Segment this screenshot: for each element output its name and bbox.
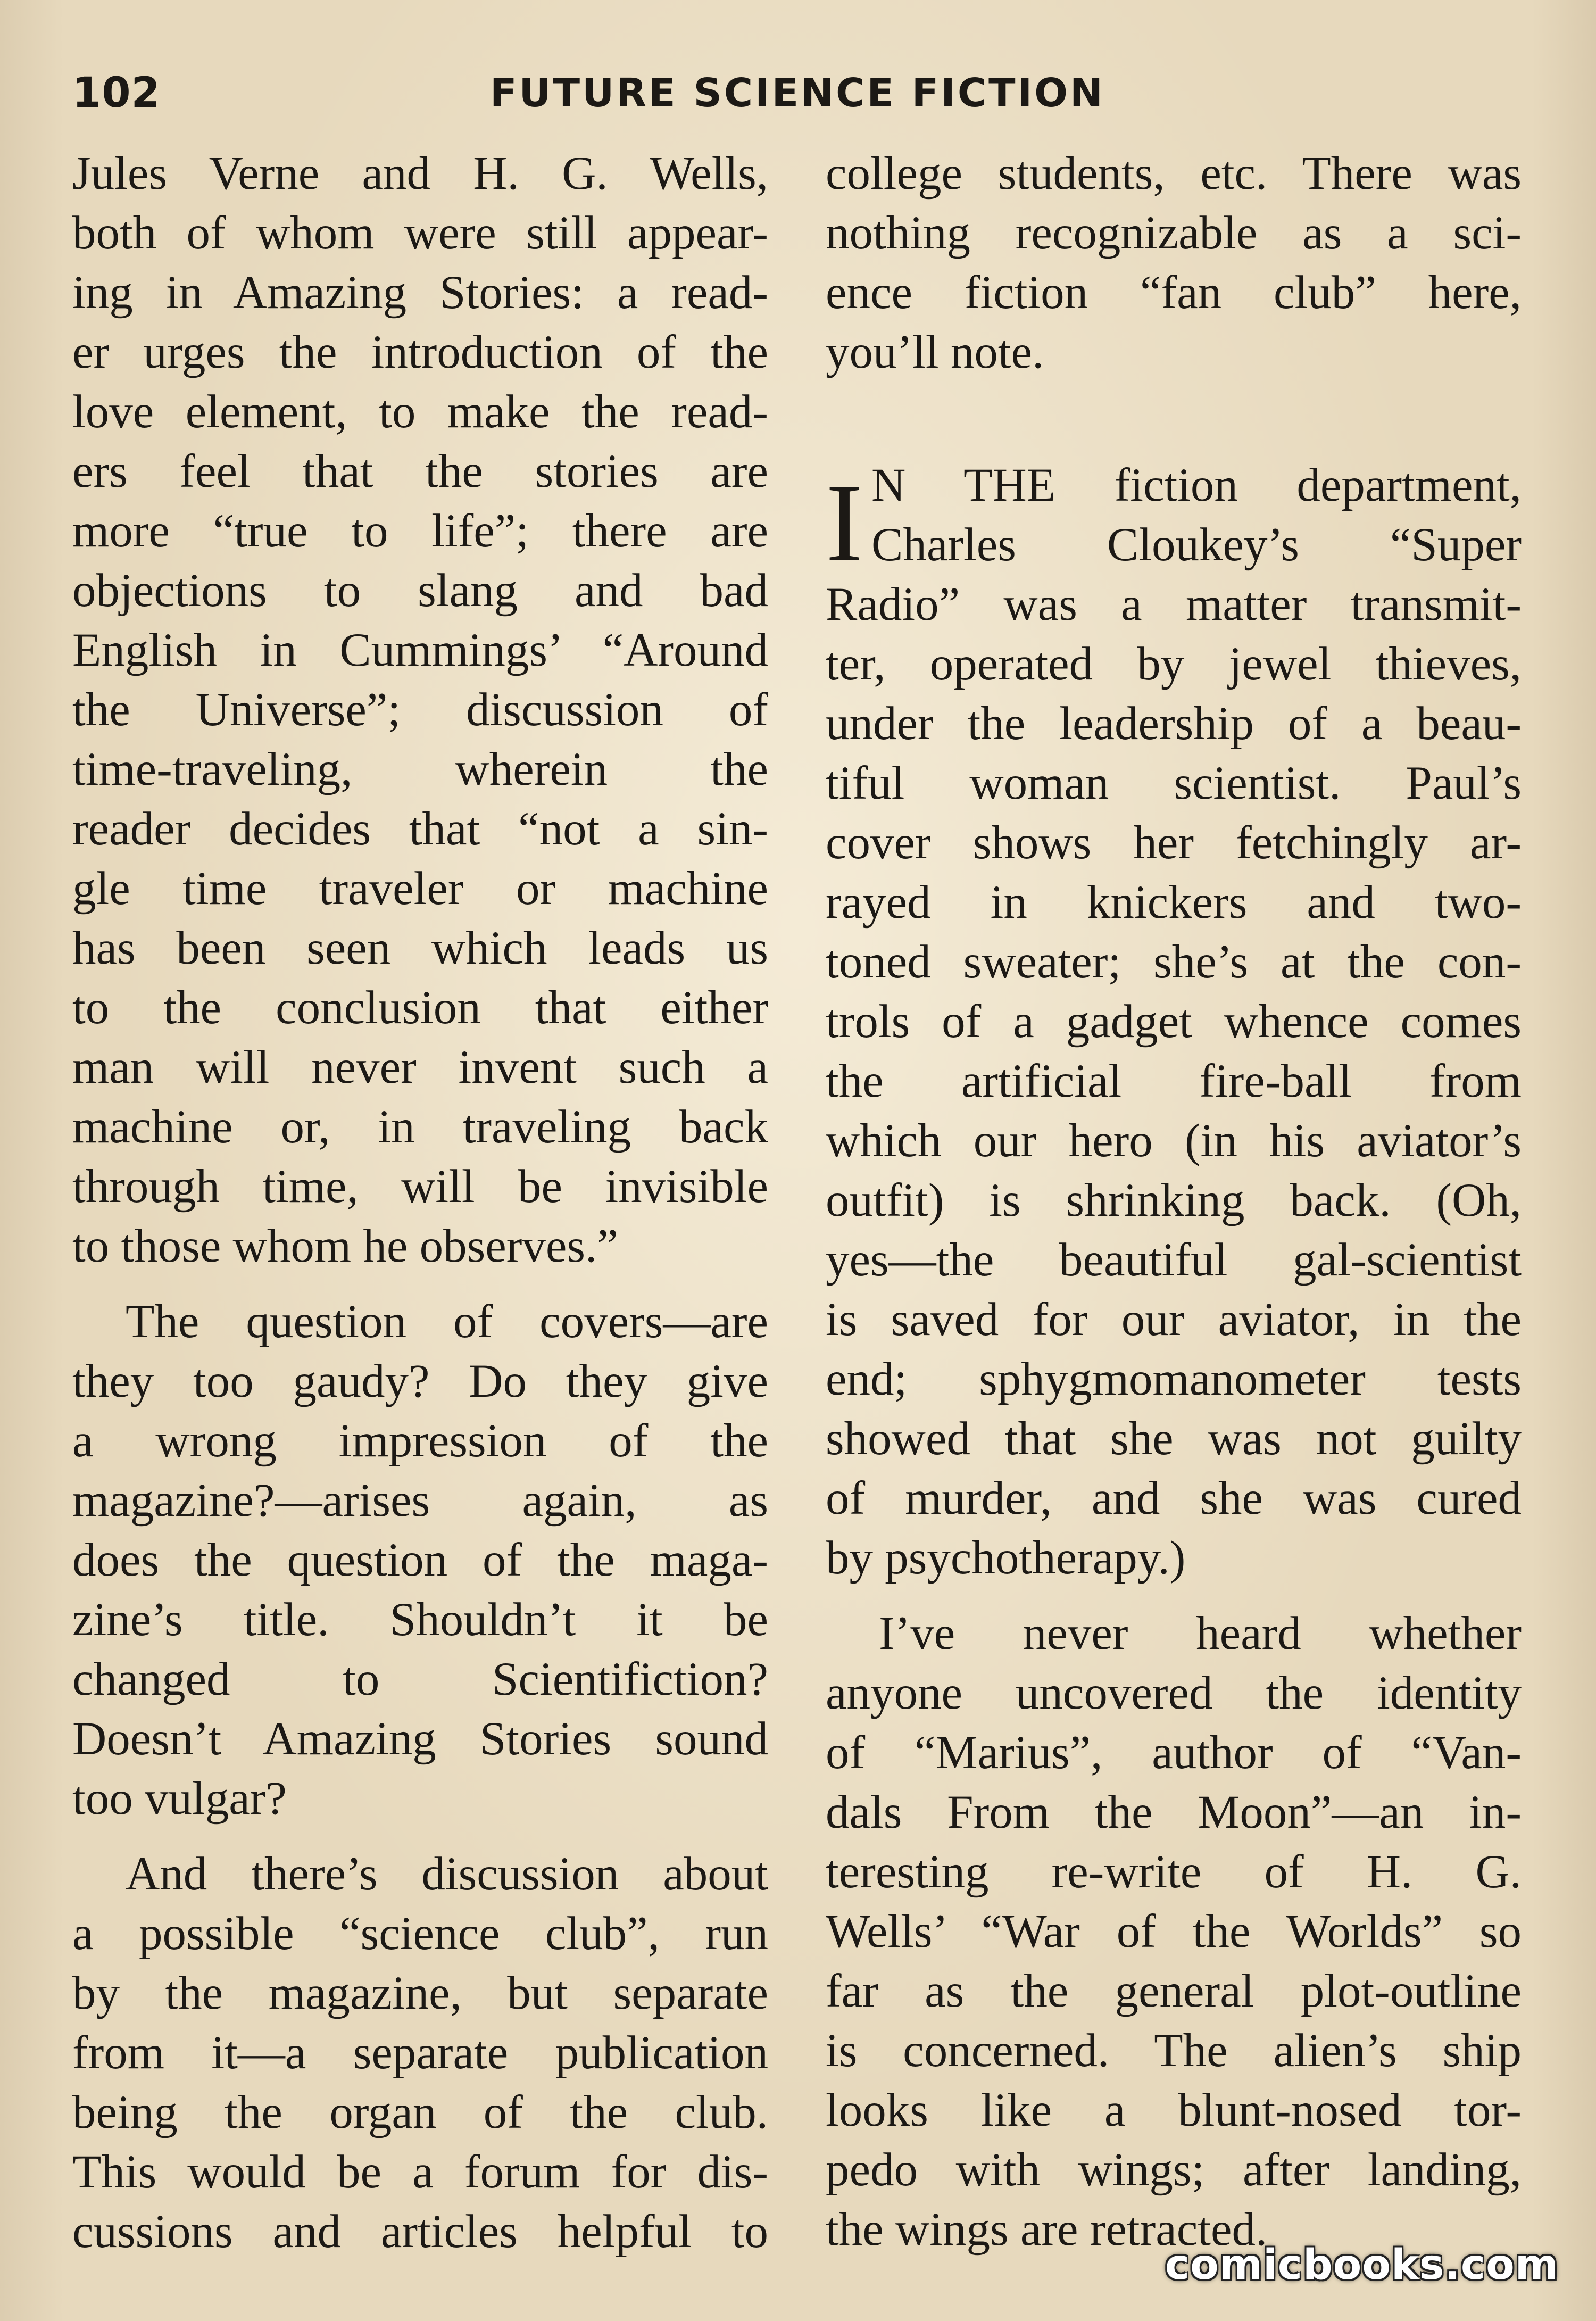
- paragraph-gap: [72, 1276, 768, 1292]
- page-header: [72, 64, 1525, 128]
- text-line: does the question of the maga-: [72, 1534, 768, 1586]
- page-number: 102: [72, 69, 161, 117]
- text-line: ing in Amazing Stories: a read-: [72, 267, 768, 319]
- text-line: changed to Scientifiction?: [72, 1653, 768, 1705]
- text-line: love element, to make the read-: [72, 386, 768, 438]
- text-line: zine’s title. Shouldn’t it be: [72, 1594, 768, 1646]
- text-line: And there’s discussion about: [126, 1848, 768, 1900]
- text-line: far as the general plot-outline: [826, 1965, 1522, 2017]
- text-line: ence fiction “fan club” here,: [826, 267, 1522, 319]
- text-line: cussions and articles helpful to: [72, 2206, 768, 2258]
- text-line: er urges the introduction of the: [72, 326, 768, 378]
- text-line: man will never invent such a: [72, 1041, 768, 1093]
- text-line: nothing recognizable as a sci-: [826, 207, 1522, 259]
- text-line: the artificial fire-ball from: [826, 1055, 1522, 1107]
- text-line: to the conclusion that either: [72, 982, 768, 1034]
- text-line: teresting re-write of H. G.: [826, 1846, 1522, 1898]
- text-line: magazine?—arises again, as: [72, 1474, 768, 1527]
- text-line: machine or, in traveling back: [72, 1101, 768, 1153]
- left-column: [72, 144, 768, 2261]
- text-line: college students, etc. There was: [826, 147, 1522, 200]
- text-line: Charles Cloukey’s “Super: [871, 519, 1522, 571]
- text-line: pedo with wings; after landing,: [826, 2144, 1522, 2196]
- text-line: gle time traveler or machine: [72, 863, 768, 915]
- text-line: I’ve never heard whether: [879, 1607, 1522, 1660]
- text-line: trols of a gadget whence comes: [826, 996, 1522, 1048]
- text-line: more “true to life”; there are: [72, 505, 768, 557]
- text-line: dals From the Moon”—an in-: [826, 1786, 1522, 1838]
- text-line: by the magazine, but separate: [72, 1967, 768, 2019]
- text-line: the wings are retracted.: [826, 2203, 1268, 2256]
- text-line: they too gaudy? Do they give: [72, 1355, 768, 1407]
- text-line: toned sweater; she’s at the con-: [826, 936, 1522, 988]
- text-line: from it—a separate publication: [72, 2027, 768, 2079]
- text-line: rayed in knickers and two-: [826, 876, 1522, 929]
- paragraph-gap: [72, 1828, 768, 1844]
- section-gap: [826, 382, 1522, 455]
- text-line: you’ll note.: [826, 326, 1044, 378]
- text-line: through time, will be invisible: [72, 1160, 768, 1213]
- watermark: comicbooks.com: [1165, 2241, 1559, 2289]
- text-line: looks like a blunt-nosed tor-: [826, 2084, 1522, 2136]
- text-line: anyone uncovered the identity: [826, 1667, 1522, 1719]
- text-line: a wrong impression of the: [72, 1415, 768, 1467]
- text-line: showed that she was not guilty: [826, 1413, 1522, 1465]
- text-line: Wells’ “War of the Worlds” so: [826, 1905, 1522, 1958]
- text-line: a possible “science club”, run: [72, 1908, 768, 1960]
- text-line: to those whom he observes.”: [72, 1220, 618, 1272]
- drop-cap: I: [826, 461, 863, 585]
- text-line: cover shows her fetchingly ar-: [826, 817, 1522, 869]
- running-head: FUTURE SCIENCE FICTION: [490, 70, 1105, 116]
- text-line: yes—the beautiful gal-scientist: [826, 1234, 1522, 1286]
- text-line: too vulgar?: [72, 1772, 287, 1825]
- text-line: Radio” was a matter transmit-: [826, 578, 1522, 631]
- text-line: time-traveling, wherein the: [72, 743, 768, 795]
- text-line: This would be a forum for dis-: [72, 2146, 768, 2198]
- text-line: ter, operated by jewel thieves,: [826, 638, 1522, 690]
- text-line: Doesn’t Amazing Stories sound: [72, 1713, 768, 1765]
- text-line: ers feel that the stories are: [72, 445, 768, 498]
- text-line: N THE fiction department,: [871, 459, 1522, 511]
- text-line: of murder, and she was cured: [826, 1472, 1522, 1524]
- right-column: [826, 144, 1522, 2259]
- text-line: end; sphygmomanometer tests: [826, 1353, 1522, 1405]
- text-line: the Universe”; discussion of: [72, 684, 768, 736]
- text-line: is concerned. The alien’s ship: [826, 2025, 1522, 2077]
- text-line: objections to slang and bad: [72, 565, 768, 617]
- text-line: tiful woman scientist. Paul’s: [826, 757, 1522, 809]
- text-line: is saved for our aviator, in the: [826, 1294, 1522, 1346]
- text-line: which our hero (in his aviator’s: [826, 1115, 1522, 1167]
- text-line: by psychotherapy.): [826, 1532, 1186, 1584]
- text-line: under the leadership of a beau-: [826, 698, 1522, 750]
- text-line: both of whom were still appear-: [72, 207, 768, 259]
- paragraph-gap: [826, 1588, 1522, 1604]
- text-line: being the organ of the club.: [72, 2086, 768, 2138]
- text-line: has been seen which leads us: [72, 922, 768, 974]
- text-line: The question of covers—are: [126, 1296, 768, 1348]
- text-line: outfit) is shrinking back. (Oh,: [826, 1174, 1522, 1226]
- text-line: English in Cummings’ “Around: [72, 624, 768, 676]
- text-line: reader decides that “not a sin-: [72, 803, 768, 855]
- text-line: of “Marius”, author of “Van-: [826, 1727, 1522, 1779]
- text-line: Jules Verne and H. G. Wells,: [72, 147, 768, 200]
